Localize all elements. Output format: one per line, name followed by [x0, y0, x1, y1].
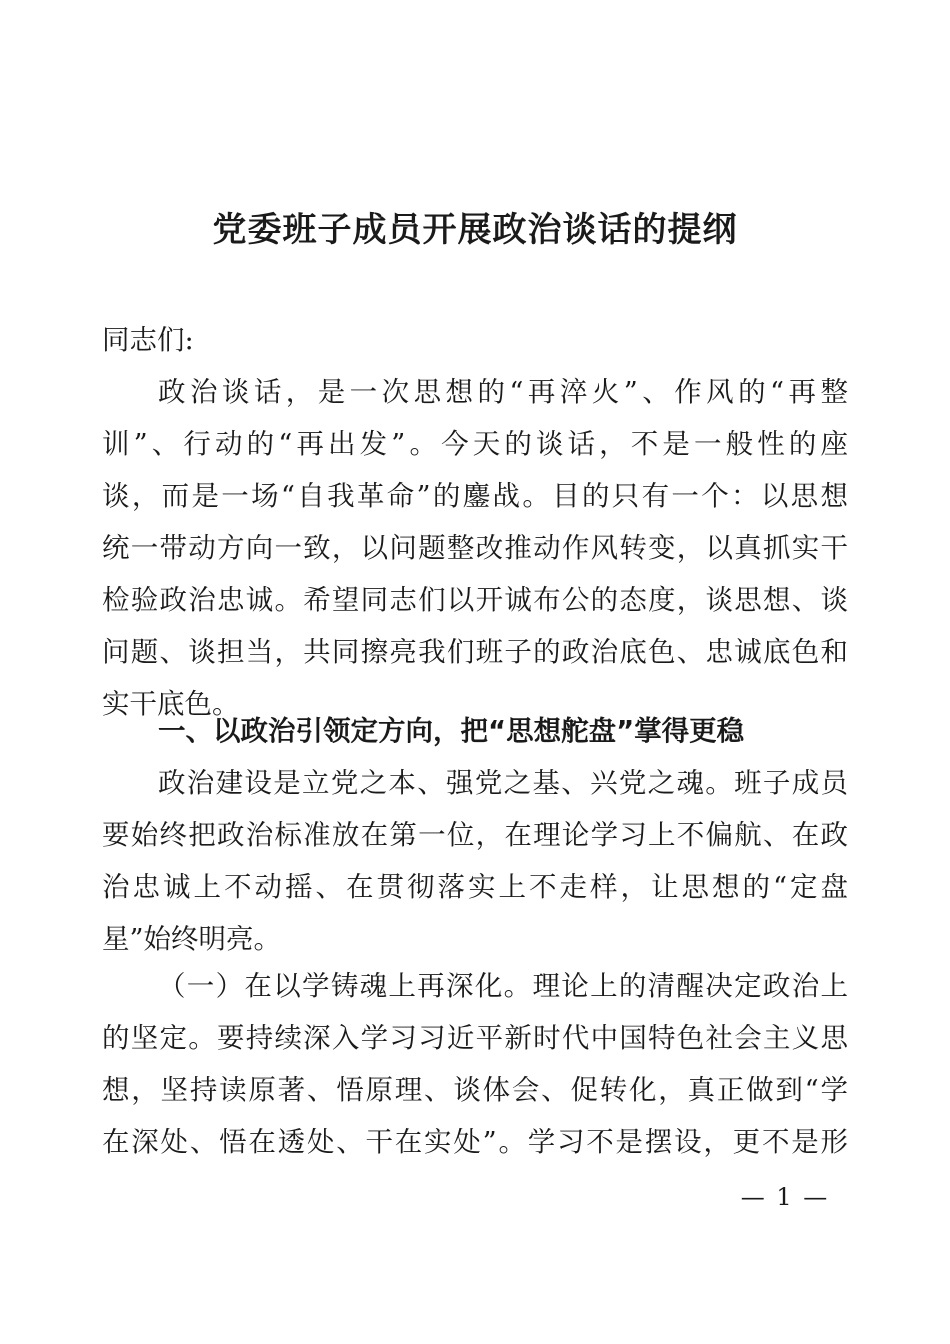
paragraph-subsection-1: [102, 960, 848, 1168]
section-heading-1: 一、以政治引领定方向，把“思想舵盘”掌得更稳: [158, 715, 745, 747]
paragraph-line: （一）在以学铸魂上再深化。理论上的清醒决定政治上: [158, 970, 848, 1002]
paragraph-line: 想，坚持读原著、悟原理、谈体会、促转化，真正做到“学: [102, 1074, 848, 1106]
paragraph-section-1: [102, 757, 848, 965]
paragraph-line: 星”始终明亮。: [102, 923, 282, 955]
paragraph-line: 政治建设是立党之本、强党之基、兴党之魂。班子成员: [158, 767, 848, 799]
paragraph-line: 在深处、悟在透处、干在实处”。学习不是摆设，更不是形: [102, 1126, 848, 1158]
paragraph-line: 检验政治忠诚。希望同志们以开诚布公的态度，谈思想、谈: [102, 584, 848, 616]
paragraph-line: 要始终把政治标准放在第一位，在理论学习上不偏航、在政: [102, 819, 848, 851]
paragraph-intro: [102, 366, 848, 730]
document-title: 党委班子成员开展政治谈话的提纲: [212, 210, 738, 250]
paragraph-line: 问题、谈担当，共同擦亮我们班子的政治底色、忠诚底色和: [102, 636, 848, 668]
paragraph-line: 训”、行动的“再出发”。今天的谈话，不是一般性的座: [102, 428, 848, 460]
paragraph-line: 实干底色。: [102, 688, 240, 720]
salutation: 同志们:: [102, 324, 194, 356]
paragraph-line: 政治谈话，是一次思想的“再淬火”、作风的“再整: [158, 376, 848, 408]
page-number: — 1 —: [740, 1183, 830, 1211]
paragraph-line: 谈，而是一场“自我革命”的鏖战。目的只有一个：以思想: [102, 480, 848, 512]
paragraph-line: 的坚定。要持续深入学习习近平新时代中国特色社会主义思: [102, 1022, 848, 1054]
paragraph-line: 治忠诚上不动摇、在贯彻落实上不走样，让思想的“定盘: [102, 871, 848, 903]
paragraph-line: 统一带动方向一致，以问题整改推动作风转变，以真抓实干: [102, 532, 848, 564]
